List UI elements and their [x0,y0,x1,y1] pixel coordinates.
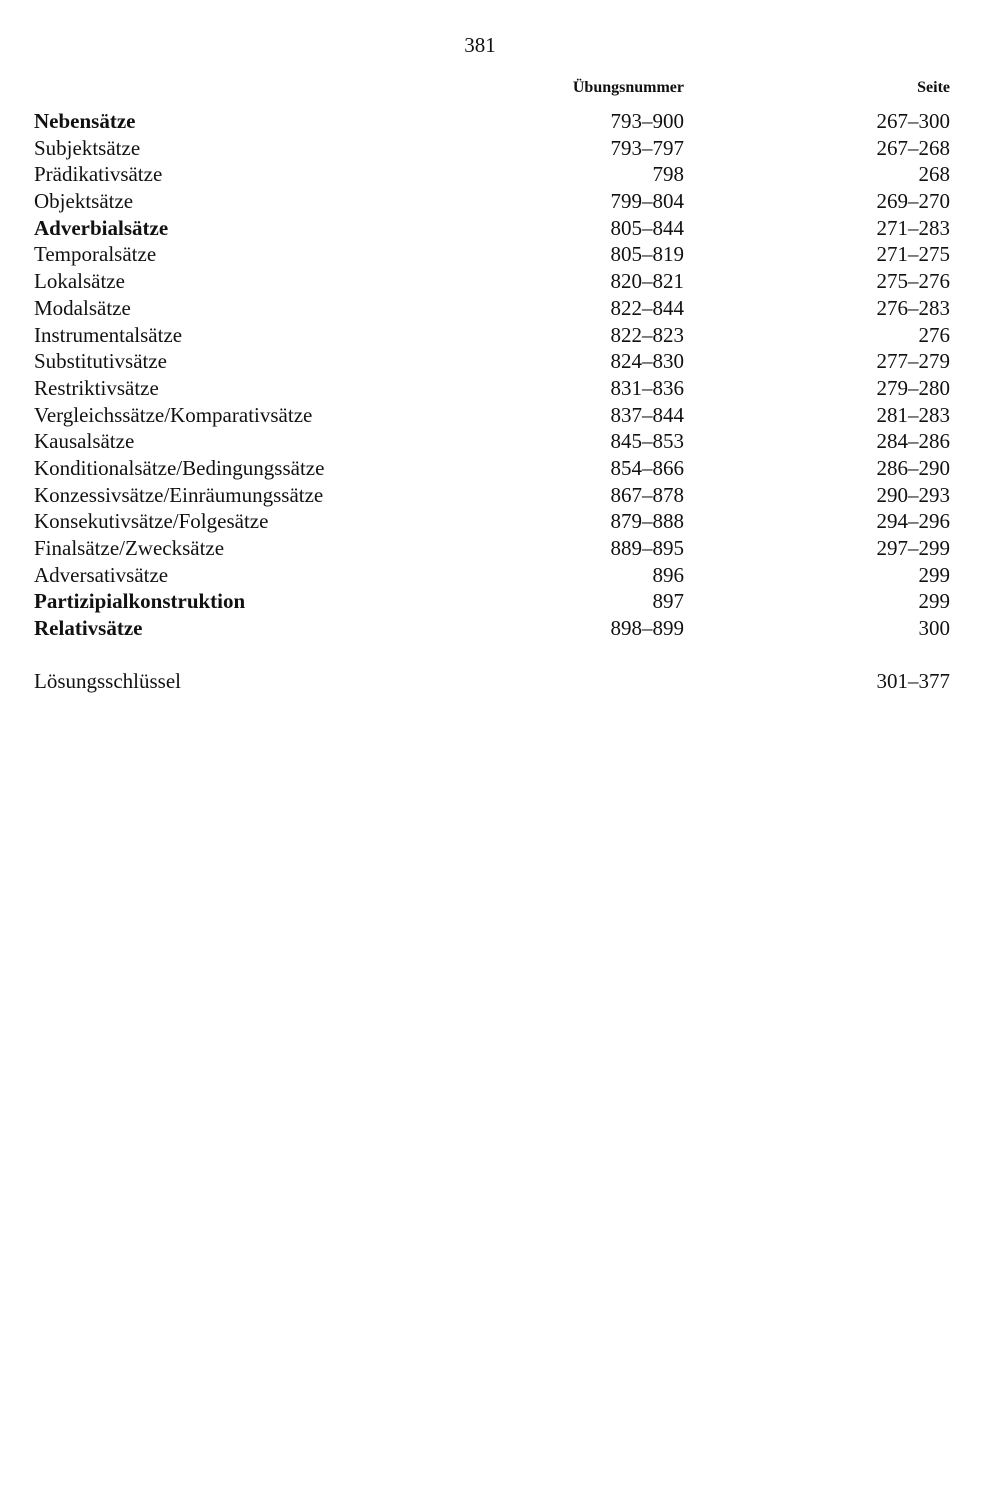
toc-row [0,215,1000,242]
toc-entry-page-range: 269–270 [876,189,950,214]
toc-entry-label: Substitutivsätze [34,349,167,374]
toc-entry-page-range: 284–286 [876,429,950,454]
toc-entry-page-range: 297–299 [876,536,950,560]
toc-entry-label: Subjektsätze [34,135,141,160]
toc-entry-exercise-range: 889–895 [610,536,684,560]
toc-row [0,615,1000,642]
toc-entry-page-range: 267–300 [876,109,950,133]
toc-row [0,535,1000,562]
toc-entry-exercise-range: 793–797 [610,135,684,160]
toc-entry-exercise-range: 799–804 [610,189,684,214]
toc-entry-exercise-range: 867–878 [610,482,684,507]
toc-entry-exercise-range: 845–853 [610,429,684,454]
toc-entry-page-range: 294–296 [876,509,950,534]
toc-entry-label: Adverbialsätze [34,215,169,240]
page-column-header: Seite [917,79,950,96]
answer-key-row [0,668,1000,695]
answer-key-pages: 301–377 [876,669,950,693]
toc-entry-exercise-range: 805–844 [610,215,684,240]
toc-entry-exercise-range: 822–823 [610,322,684,347]
toc-row [0,482,1000,509]
toc-row [0,161,1000,188]
toc-entry-exercise-range: 854–866 [610,455,684,480]
column-headers [0,76,1000,100]
toc-row [0,188,1000,215]
toc-entry-label: Vergleichssätze/Komparativsätze [34,402,313,427]
toc-entry-exercise-range: 805–819 [610,242,684,267]
toc-row [0,268,1000,295]
toc-entry-page-range: 299 [918,562,950,587]
toc-entry-page-range: 299 [918,589,950,614]
exercise-number-column-header: Übungsnummer [572,79,684,96]
toc-entry-label: Temporalsätze [34,242,157,267]
toc-entry-page-range: 276 [918,322,950,347]
toc-row [0,428,1000,455]
toc-entry-exercise-range: 793–900 [610,109,684,133]
toc-entry-exercise-range: 897 [652,589,684,614]
toc-entry-exercise-range: 896 [652,562,684,587]
toc-entry-exercise-range: 798 [652,162,684,187]
toc-entry-label: Prädikativsätze [34,162,163,187]
toc-row [0,375,1000,402]
toc-entry-label: Nebensätze [34,109,136,133]
toc-entry-label: Modalsätze [34,295,131,320]
toc-row [0,295,1000,322]
toc-entry-exercise-range: 820–821 [610,269,684,294]
toc-row [0,508,1000,535]
toc-entry-exercise-range: 824–830 [610,349,684,374]
table-of-contents [0,108,1000,642]
toc-entry-label: Lokalsätze [34,269,125,294]
toc-entry-page-range: 290–293 [876,482,950,507]
toc-entry-label: Objektsätze [34,189,134,214]
toc-entry-label: Partizipialkonstruktion [34,589,246,614]
toc-row [0,588,1000,615]
toc-entry-page-range: 279–280 [876,375,950,400]
toc-entry-exercise-range: 837–844 [610,402,684,427]
toc-entry-page-range: 275–276 [876,269,950,294]
toc-entry-label: Konsekutivsätze/Folgesätze [34,509,269,534]
toc-entry-label: Relativsätze [34,616,143,641]
toc-row [0,562,1000,589]
toc-row [0,108,1000,135]
toc-entry-page-range: 281–283 [876,402,950,427]
toc-entry-page-range: 276–283 [876,295,950,320]
toc-row [0,455,1000,482]
toc-entry-exercise-range: 831–836 [610,375,684,400]
toc-entry-label: Kausalsätze [34,429,135,454]
toc-entry-exercise-range: 822–844 [610,295,684,320]
toc-entry-page-range: 300 [918,616,950,641]
answer-key-label: Lösungsschlüssel [34,669,181,693]
toc-entry-label: Finalsätze/Zwecksätze [34,536,225,560]
toc-row [0,402,1000,429]
toc-entry-page-range: 268 [918,162,950,187]
toc-entry-label: Konditionalsätze/Bedingungssätze [34,455,325,480]
toc-row [0,348,1000,375]
toc-row [0,322,1000,349]
toc-entry-label: Restriktivsätze [34,375,159,400]
toc-entry-page-range: 271–283 [876,215,950,240]
toc-row [0,241,1000,268]
toc-entry-exercise-range: 898–899 [610,616,684,641]
toc-entry-exercise-range: 879–888 [610,509,684,534]
toc-entry-label: Instrumentalsätze [34,322,183,347]
toc-row [0,135,1000,162]
page-number: 381 [464,33,496,57]
toc-entry-page-range: 286–290 [876,455,950,480]
toc-entry-label: Adversativsätze [34,562,169,587]
toc-entry-page-range: 267–268 [876,135,950,160]
toc-entry-page-range: 271–275 [876,242,950,267]
toc-entry-page-range: 277–279 [876,349,950,374]
toc-entry-label: Konzessivsätze/Einräumungssätze [34,482,324,507]
